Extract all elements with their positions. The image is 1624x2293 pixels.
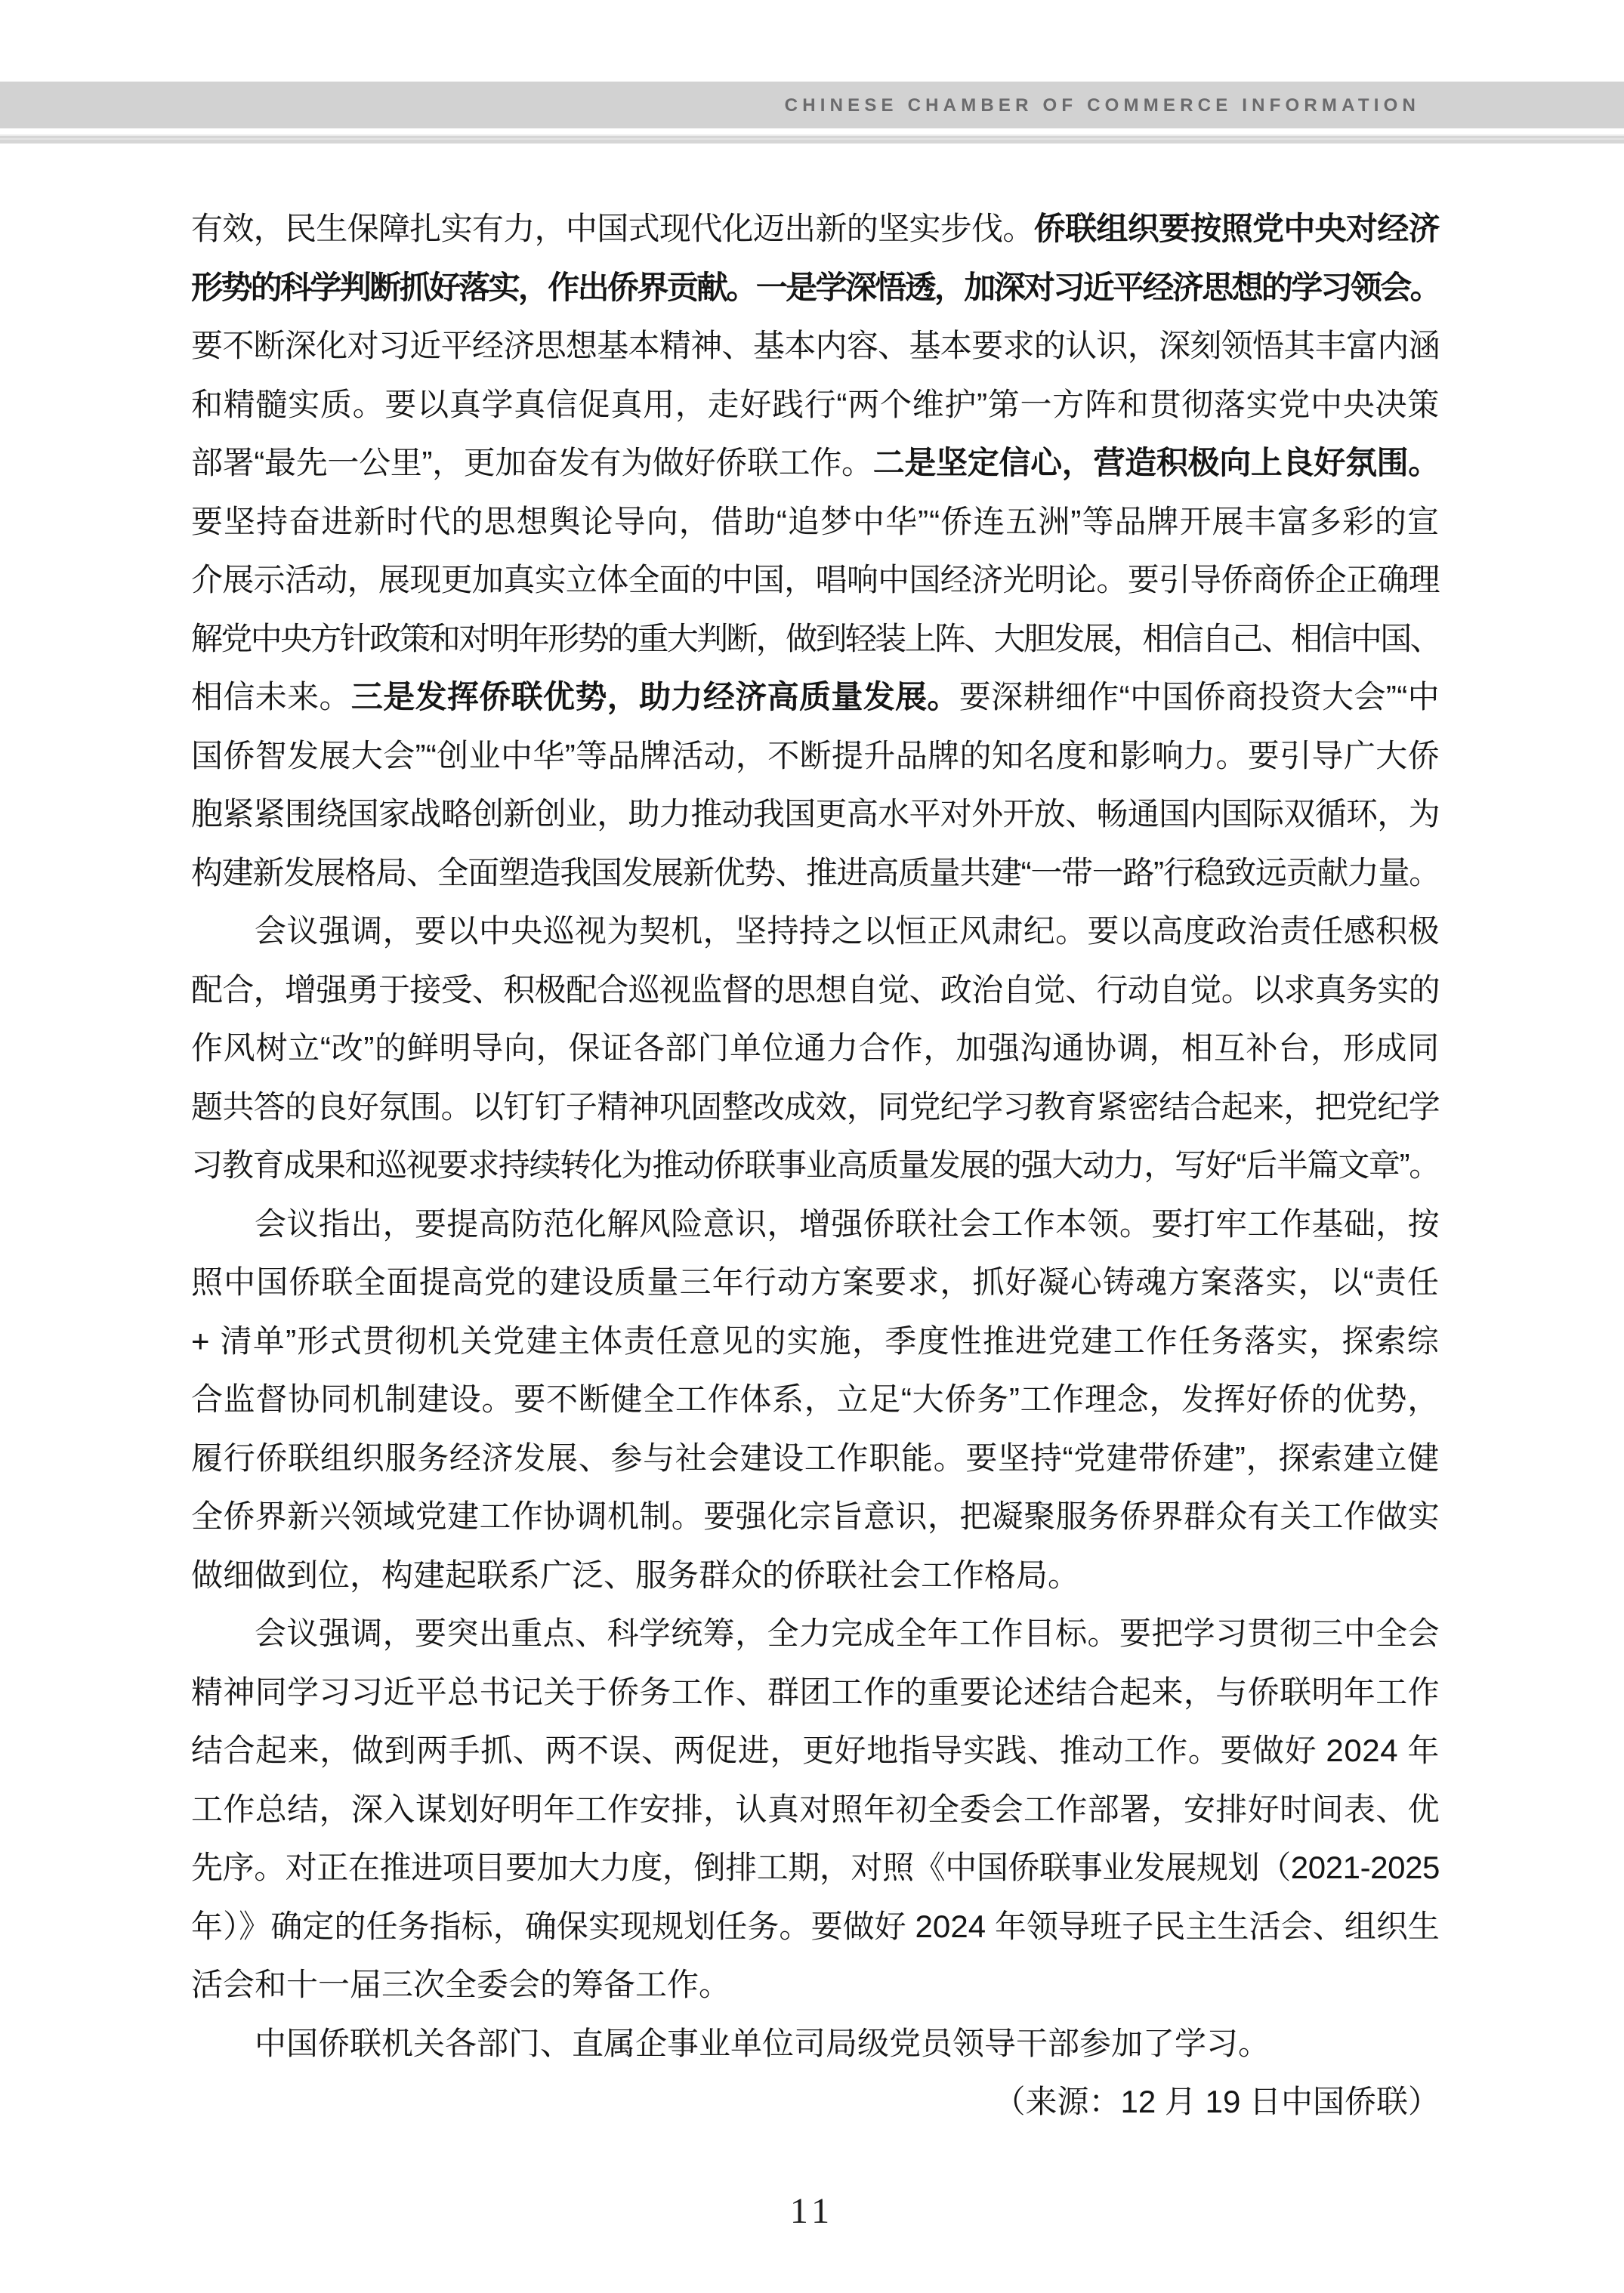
text-line (191, 1955, 1440, 2014)
text-line (191, 785, 1440, 844)
text-segment: 结合起来，做到两手抓、两不误、两促进，更好地指导实践、推动工作。要做好 2024 年 (191, 1733, 1440, 1768)
text-line (191, 1019, 1440, 1078)
text-line-content (191, 434, 1440, 492)
text-line (191, 1487, 1440, 1546)
text-line-content (191, 1312, 1440, 1371)
text-line-content (191, 1897, 1440, 1956)
text-line (191, 610, 1440, 668)
text-segment: 会议强调，要突出重点、科学统筹，全力完成全年工作目标。要把学习贯彻三中全会 (255, 1616, 1440, 1651)
text-segment: 配合，增强勇于接受、积极配合巡视监督的思想自觉、政治自觉、行动自觉。以求真务实的 (191, 971, 1440, 1008)
text-line-content (191, 1780, 1440, 1839)
text-segment: 要不断深化对习近平经济思想基本精神、基本内容、基本要求的认识，深刻领悟其丰富内涵 (191, 328, 1440, 363)
text-line (191, 1253, 1440, 1312)
text-segment: 习教育成果和巡视要求持续转化为推动侨联事业高质量发展的强大动力，写好“后半篇文章”。 (191, 1147, 1440, 1183)
text-line (191, 316, 1440, 375)
text-line-content (191, 199, 1440, 258)
text-line (191, 375, 1440, 434)
text-line (191, 434, 1440, 492)
text-segment: 构建新发展格局、全面塑造我国发展新优势、推进高质量共建“一带一路”行稳致远贡献力量。 (191, 854, 1440, 890)
text-segment: 全侨界新兴领域党建工作协调机制。要强化宗旨意识，把凝聚服务侨界群众有关工作做实 (191, 1498, 1440, 1534)
text-line-content (191, 1019, 1440, 1078)
text-line-content (191, 1136, 1440, 1195)
text-line (191, 1897, 1440, 1956)
text-line (191, 1604, 1440, 1663)
text-line (191, 1312, 1440, 1371)
text-segment: 会议强调，要以中央巡视为契机，坚持持之以恒正风肃纪。要以高度政治责任感积极 (255, 913, 1440, 949)
header-title: CHINESE CHAMBER OF COMMERCE INFORMATION (784, 95, 1420, 116)
header-stripe (0, 134, 1624, 144)
text-line (191, 1721, 1440, 1780)
text-line (191, 199, 1440, 258)
text-segment: 和精髓实质。要以真学真信促真用，走好践行“两个维护”第一方阵和贯彻落实党中央决策 (191, 386, 1440, 422)
text-segment: 精神同学习习近平总书记关于侨务工作、群团工作的重要论述结合起来，与侨联明年工作 (191, 1674, 1440, 1710)
text-segment-bold: 二是坚定信心，营造积极向上良好氛围。 (872, 445, 1440, 480)
text-line-content (191, 1838, 1440, 1897)
text-line (191, 1370, 1440, 1429)
text-line (191, 1136, 1440, 1195)
text-line-content (191, 727, 1440, 785)
text-segment: 做细做到位，构建起联系广泛、服务群众的侨联社会工作格局。 (191, 1557, 1080, 1593)
text-line-content (255, 1604, 1440, 1663)
text-segment: 国侨智发展大会”“创业中华”等品牌活动，不断提升品牌的知名度和影响力。要引导广大侨 (191, 737, 1440, 773)
text-segment: + 清单”形式贯彻机关党建主体责任意见的实施，季度性推进党建工作任务落实，探索综 (191, 1322, 1440, 1359)
header-bar (0, 82, 1624, 128)
text-line (191, 551, 1440, 610)
page-number: 11 (789, 2191, 835, 2231)
text-segment: 有效，民生保障扎实有力，中国式现代化迈出新的坚实步伐。 (191, 211, 1034, 246)
text-line (191, 258, 1440, 317)
text-line-content (191, 375, 1440, 434)
text-line-content (191, 551, 1440, 610)
text-line-content (191, 258, 1440, 317)
text-segment: 部署“最先一公里”，更加奋发有为做好侨联工作。 (191, 445, 873, 480)
text-segment: 中国侨联机关各部门、直属企事业单位司局级党员领导干部参加了学习。 (255, 2025, 1270, 2061)
text-segment: 先序。对正在推进项目要加大力度，倒排工期，对照《中国侨联事业发展规划（2021-2025 (191, 1850, 1440, 1885)
text-segment-bold: 形势的科学判断抓好落实，作出侨界贡献。一是学深悟透，加深对习近平经济思想的学习领会。 (191, 269, 1440, 305)
text-line (191, 1780, 1440, 1839)
text-line (191, 2072, 1440, 2131)
text-segment: 要坚持奋进新时代的思想舆论导向，借助“追梦中华”“侨连五洲”等品牌开展丰富多彩的宣 (191, 503, 1440, 539)
text-line-content (191, 492, 1440, 551)
text-line (191, 1546, 1440, 1605)
text-line-content (191, 1487, 1440, 1546)
text-line-content (191, 1721, 1440, 1780)
text-line (191, 1195, 1440, 1254)
text-segment: 题共答的良好氛围。以钉钉子精神巩固整改成效，同党纪学习教育紧密结合起来，把党纪学 (191, 1088, 1440, 1125)
text-line-content (191, 1546, 1079, 1605)
text-line (191, 844, 1440, 903)
text-line (191, 961, 1440, 1020)
text-segment: 活会和十一届三次全委会的筹备工作。 (191, 1967, 731, 2002)
text-line-content (191, 844, 1440, 903)
text-line-content (191, 610, 1440, 668)
text-segment-bold: 侨联组织要按照党中央对经济 (1033, 211, 1440, 246)
text-line-content (255, 902, 1440, 961)
text-segment: 作风树立“改”的鲜明导向，保证各部门单位通力合作，加强沟通协调，相互补台，形成同 (191, 1030, 1440, 1066)
text-segment: 要深耕细作“中国侨商投资大会”“中 (959, 679, 1440, 714)
text-segment-bold: 三是发挥侨联优势，助力经济高质量发展。 (350, 679, 959, 714)
text-line (191, 1429, 1440, 1488)
text-segment: 年）》确定的任务指标，确保实现规划任务。要做好 2024 年领导班子民主生活会、组织生 (191, 1908, 1440, 1944)
text-line-content (191, 785, 1440, 844)
text-line (191, 668, 1440, 727)
text-line-content (191, 1955, 730, 2014)
text-line-content (994, 2072, 1440, 2131)
text-line-content (191, 1663, 1440, 1722)
text-segment: 履行侨联组织服务经济发展、参与社会建设工作职能。要坚持“党建带侨建”，探索建立健 (191, 1440, 1440, 1476)
text-line-content (255, 2014, 1270, 2073)
text-line-content (191, 1253, 1440, 1312)
text-segment: 合监督协同机制建设。要不断健全工作体系，立足“大侨务”工作理念，发挥好侨的优势， (191, 1381, 1440, 1417)
text-line-content (191, 1429, 1440, 1488)
text-line (191, 1838, 1440, 1897)
text-line-content (191, 961, 1440, 1020)
text-line-content (191, 1370, 1440, 1429)
text-line-content (191, 668, 1440, 727)
text-segment: 会议指出，要提高防范化解风险意识，增强侨联社会工作本领。要打牢工作基础，按 (255, 1205, 1440, 1242)
text-line-content (191, 1078, 1440, 1137)
text-line (191, 1663, 1440, 1722)
text-line (191, 492, 1440, 551)
text-segment: （来源：12 月 19 日中国侨联） (993, 2084, 1440, 2119)
text-line-content (255, 1195, 1440, 1254)
article-body (191, 199, 1440, 2131)
text-segment: 工作总结，深入谋划好明年工作安排，认真对照年初全委会工作部署，安排好时间表、优 (191, 1791, 1440, 1827)
text-line-content (191, 316, 1440, 375)
text-segment: 解党中央方针政策和对明年形势的重大判断，做到轻装上阵、大胆发展，相信自己、相信中国、 (191, 620, 1440, 656)
text-line (191, 902, 1440, 961)
text-segment: 介展示活动，展现更加真实立体全面的中国，唱响中国经济光明论。要引导侨商侨企正确理 (191, 562, 1440, 597)
text-segment: 胞紧紧围绕国家战略创新创业，助力推动我国更高水平对外开放、畅通国内国际双循环，为 (191, 796, 1440, 832)
text-line (191, 2014, 1440, 2073)
text-segment: 照中国侨联全面提高党的建设质量三年行动方案要求，抓好凝心铸魂方案落实，以“责任 (191, 1264, 1440, 1300)
text-segment: 相信未来。 (191, 679, 351, 714)
text-line (191, 727, 1440, 785)
text-line (191, 1078, 1440, 1137)
